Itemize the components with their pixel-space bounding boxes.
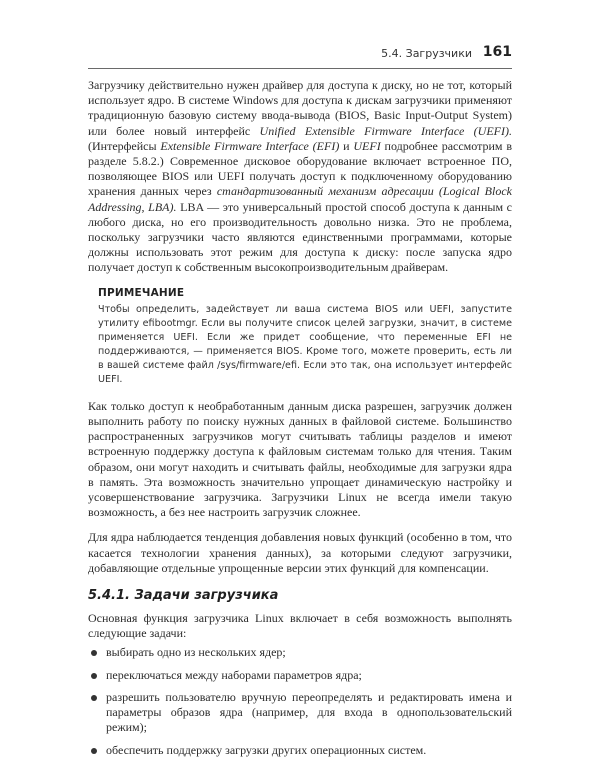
bullet-icon xyxy=(91,650,97,656)
list-item: выбирать одно из нескольких ядер; xyxy=(88,645,512,660)
page-number: 161 xyxy=(482,44,512,60)
paragraph-bootloader-drivers: Загрузчику действительно нужен драйвер для доступа к диску, но не тот, который использует ядро. В системе Windows для доступа к дискам загрузчики применяют традиционную базовую систему ввода-вывода (BIOS, Basic Input-Output System) или более новый интерфейс Unified Extensible Firmware Interface (UEFI). (Интерфейсы Extensible Firmware Interface (EFI) и UEFI подробнее рассмотрим в разделе 5.8.2.) Современное дисковое оборудование включает встроенное ПО, позволяющее BIOS или UEFI получать доступ к подключенному оборудованию хранения данных через стандартизованный механизм адресации (Logical Block Addressing, LBA). LBA — это универсальный простой способ доступа к данным с любого диска, но его производительность довольно низка. Это не проблема, поскольку загрузчики часто являются единственными программами, которые должны использовать этот режим для доступа к диску: после запуска ядро получает доступ к собственным высокопроизводительным драйверам. xyxy=(88,78,513,275)
note-text: Чтобы определить, задействует ли ваша система BIOS или UEFI, запустите утилиту efibootmgr. Если вы получите список целей загрузки, значит, в системе применяется UEFI. Если же придет сообщение, что переменные EFI не поддерживаются, — применяется BIOS. Кроме того, можете проверить, есть ли в вашей системе файл /sys/firmware/efi. Если это так, она использует интерфейс UEFI. xyxy=(98,303,512,385)
section-heading: 5.4.1. Задачи загрузчика xyxy=(88,588,279,604)
running-title: 5.4. Загрузчики xyxy=(381,47,472,60)
list-item: переключаться между наборами параметров ядра; xyxy=(88,668,512,683)
bullet-icon xyxy=(91,673,97,679)
task-list xyxy=(88,645,512,757)
bullet-icon xyxy=(91,748,97,754)
bullet-icon xyxy=(91,695,97,701)
note-title: ПРИМЕЧАНИЕ xyxy=(98,286,185,299)
list-item: обеспечить поддержку загрузки других операционных систем. xyxy=(88,743,512,758)
paragraph-kernel-trend: Для ядра наблюдается тенденция добавления новых функций (особенно в том, что касается технологии хранения данных), за которыми следуют загрузчики, добавляющие отдельные упрощенные версии этих функций для компенсации. xyxy=(88,530,512,575)
list-item: разрешить пользователю вручную переопределять и редактировать имена и параметры образов ядра (например, для входа в однопользовательский режим); xyxy=(88,690,512,736)
running-head xyxy=(88,44,512,64)
paragraph-main-function: Основная функция загрузчика Linux включает в себя возможность выполнять следующие задачи: xyxy=(88,611,512,641)
paragraph-filesystem-access: Как только доступ к необработанным данным диска разрешен, загрузчик должен выполнить работу по поиску нужных данных в файловой системе. Большинство распространенных загрузчиков могут считывать таблицы разделов и имеют встроенную поддержку доступа к файловым системам только для чтения. Таким образом, они могут находить и считывать файлы, необходимые для загрузки ядра в память. Эта возможность значительно упрощает динамическую настройку и усовершенствование загрузчика. Загрузчики Linux не всегда имели такую возможность, а без нее настроить загрузчик сложнее. xyxy=(88,398,512,520)
header-rule xyxy=(88,68,512,69)
note-box xyxy=(98,286,512,387)
body-text xyxy=(88,78,512,765)
